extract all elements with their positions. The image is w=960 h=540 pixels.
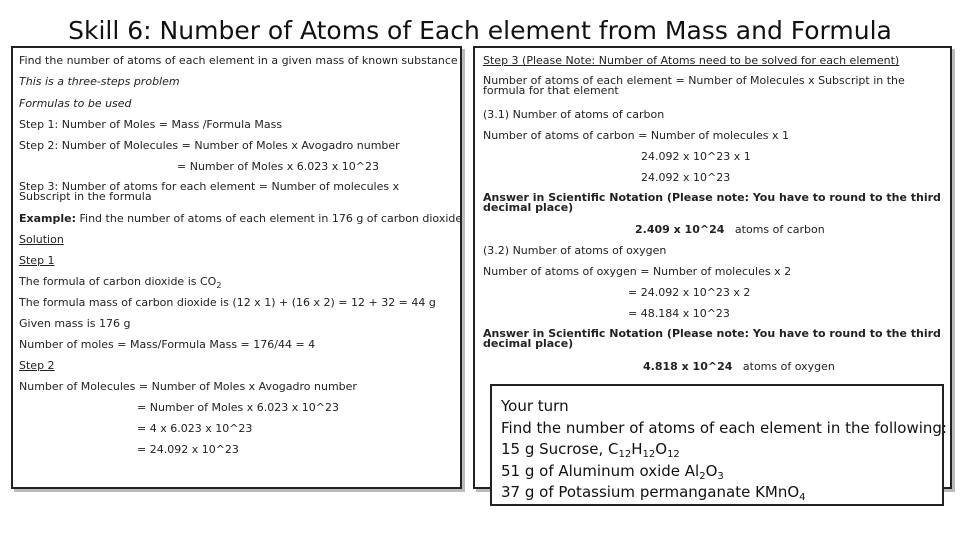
carbon-formula: Number of atoms of carbon = Number of molecules x 1 [483, 129, 789, 142]
formulas-heading: Formulas to be used [19, 97, 132, 110]
aluminum-oxide-item [501, 461, 934, 483]
step1-formula: Step 1: Number of Moles = Mass /Formula Mass [19, 118, 283, 131]
oxygen-result: = 48.184 x 10^23 [628, 307, 730, 320]
oxygen-answer [643, 361, 835, 372]
molecules-result: = 24.092 x 10^23 [137, 443, 239, 456]
carbon-answer-note: Answer in Scientific Notation (Please note: You have to round to the third decimal place) [483, 191, 941, 214]
oxygen-calc: = 24.092 x 10^23 x 2 [628, 286, 751, 299]
formula-mass-line: The formula mass of carbon dioxide is (12 x 1) + (16 x 2) = 12 + 32 = 44 g [19, 296, 436, 309]
step3-heading: Step 3 (Please Note: Number of Atoms need to be solved for each element) [483, 54, 900, 67]
aluminum-oxide-al-sub: 2 [699, 470, 706, 482]
oxygen-formula: Number of atoms of oxygen = Number of molecules x 2 [483, 265, 792, 278]
permanganate-o-sub: 4 [799, 492, 806, 503]
carbon-calc: 24.092 x 10^23 x 1 [641, 150, 751, 163]
oxygen-subheading: (3.2) Number of atoms of oxygen [483, 244, 667, 257]
step2-formula: Step 2: Number of Molecules = Number of Moles x Avogadro number [19, 139, 400, 152]
given-mass-line: Given mass is 176 g [19, 317, 131, 330]
your-turn-box [490, 384, 947, 506]
step2-heading: Step 2 [19, 359, 55, 372]
slide-title: Skill 6: Number of Atoms of Each element from Mass and Formula [68, 16, 892, 45]
permanganate-text: 37 g of Potassium permanganate KMnO [501, 483, 800, 501]
your-turn-heading: Your turn [501, 397, 569, 415]
your-turn-instruction: Find the number of atoms of each element in the following: [501, 418, 947, 437]
sucrose-o-sub: 12 [667, 449, 680, 460]
sucrose-text: 15 g Sucrose, C [501, 440, 619, 458]
step1-heading: Step 1 [19, 254, 55, 267]
sucrose-h-sub: 12 [642, 449, 656, 460]
carbon-answer-value: 2.409 x 10^24 [635, 223, 725, 236]
example-text: Find the number of atoms of each element in 176 g of carbon dioxide [76, 212, 463, 225]
carbon-answer [635, 224, 825, 235]
sucrose-h: H [631, 440, 643, 458]
oxygen-answer-note: Answer in Scientific Notation (Please note: You have to round to the third decimal place) [483, 327, 941, 350]
sucrose-c-sub: 12 [618, 449, 632, 460]
molecules-formula-cont: = Number of Moles x 6.023 x 10^23 [137, 401, 339, 414]
step3-formula: Step 3: Number of atoms for each element = Number of molecules x Subscript in the formula [19, 180, 400, 203]
molecules-calc: = 4 x 6.023 x 10^23 [137, 422, 253, 435]
aluminum-oxide-o-sub: 3 [717, 470, 724, 482]
sucrose-o: O [655, 440, 668, 458]
aluminum-oxide-text: 51 g of Aluminum oxide Al [501, 461, 700, 480]
step2-formula-cont: = Number of Moles x 6.023 x 10^23 [177, 160, 379, 173]
permanganate-item [501, 482, 934, 504]
intro-line: Find the number of atoms of each element in a given mass of known substance [19, 54, 458, 67]
oxygen-answer-value: 4.818 x 10^24 [643, 360, 733, 373]
co2-formula-line [19, 275, 222, 290]
three-steps-note: This is a three-steps problem [19, 75, 180, 88]
example-line [19, 213, 462, 224]
atoms-formula: Number of atoms of each element = Number of Molecules x Subscript in the formula for that element [483, 74, 905, 97]
co2-formula-text: The formula of carbon dioxide is CO [19, 275, 217, 288]
carbon-subheading: (3.1) Number of atoms of carbon [483, 108, 665, 121]
moles-calc-line: Number of moles = Mass/Formula Mass = 176/44 = 4 [19, 338, 316, 351]
example-label: Example: [19, 212, 76, 225]
aluminum-oxide-o: O [705, 461, 718, 480]
oxygen-answer-unit: atoms of oxygen [742, 360, 835, 373]
molecules-formula: Number of Molecules = Number of Moles x Avogadro number [19, 380, 357, 393]
carbon-answer-unit: atoms of carbon [734, 223, 825, 236]
left-panel [11, 46, 462, 489]
solution-heading: Solution [19, 233, 64, 246]
co2-subscript: 2 [216, 281, 222, 290]
sucrose-item [501, 439, 934, 461]
carbon-result: 24.092 x 10^23 [641, 171, 731, 184]
